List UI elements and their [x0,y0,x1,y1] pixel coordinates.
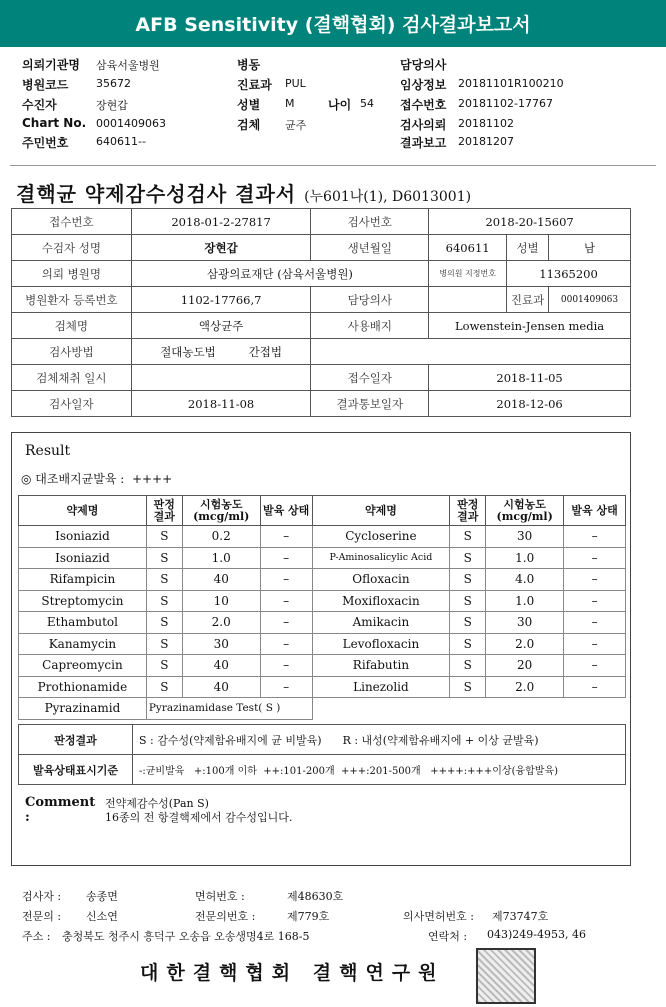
left-drug-cell: Isoniazid [19,547,147,569]
collect-value [131,365,311,391]
table-row [19,655,626,677]
col-conc-right: 시험농도 (mcg/ml) [486,496,564,526]
specimen-name-value: 액상균주 [131,313,311,339]
table-row [19,526,626,548]
right-judge-cell: S [450,655,486,677]
growth-legend-value: -:균비발육 +:100개 이하 ++:101-200개 +++:201-500개 ++++:+++이상(융합발육) [133,755,626,785]
phone-label: 연락처 : [428,930,468,943]
info-divider [10,165,656,166]
test-no-label: 검사번호 [311,209,429,235]
method-2: 간접법 [248,344,282,359]
expert-value: 신소연 [86,910,118,923]
reception-label: 접수번호 [400,98,447,112]
right-growth-cell: – [564,590,626,612]
clinical-label: 임상정보 [400,78,447,92]
left-growth-cell: – [260,655,312,677]
chart-value: 0001409063 [96,117,166,130]
right-growth-cell: – [564,547,626,569]
name-label: 수검자 성명 [12,235,132,261]
doc-doctor-label: 담당의사 [311,287,429,313]
result-title: Result [25,443,71,459]
designated-label: 병의원 지정번호 [429,261,507,287]
right-drug-cell: Levofloxacin [312,633,450,655]
right-drug-cell: P-Aminosalicylic Acid [312,547,450,569]
doc-sex-label: 성별 [507,235,549,261]
patient-info [0,54,666,164]
right-conc-cell: 20 [486,655,564,677]
right-conc-cell: 1.0 [486,547,564,569]
col-growth-left: 발육 상태 [260,496,312,526]
right-conc-cell: 30 [486,526,564,548]
col-growth-right: 발육 상태 [564,496,626,526]
growth-legend-label: 발육상태표시기준 [19,755,133,785]
left-drug-cell: Ethambutol [19,612,147,634]
received-label: 접수일자 [311,365,429,391]
dept-value: PUL [285,77,306,90]
table-row [19,698,626,720]
judge-legend-s: S : 감수성(약제함유배지에 균 비발육) [139,733,322,747]
judge-legend-r: R : 내성(약제함유배지에 + 이상 균발육) [342,733,539,747]
address-value: 충청북도 청주시 흥덕구 오송읍 오송생명4로 168-5 [62,930,310,943]
test-no-value: 2018-20-15607 [429,209,631,235]
report-title: AFB Sensitivity (결핵협회) 검사결과보고서 [135,14,531,36]
right-growth-cell: – [564,612,626,634]
specimen-name-label: 검체명 [12,313,132,339]
doc-dept-value: 0001409063 [549,287,631,313]
right-drug-cell: Linezolid [312,676,450,698]
report-title-bar [0,0,666,47]
legend-table [18,724,626,785]
right-judge-cell: S [450,633,486,655]
comment-line-2: 16종의 전 항결핵제에서 감수성입니다. [105,811,293,824]
specimen-value: 균주 [285,119,307,132]
hospital-code-label: 병원코드 [22,78,69,92]
right-judge-cell: S [450,590,486,612]
tested-value: 2018-11-08 [131,391,311,417]
left-judge-cell: S [146,655,182,677]
tester-label: 검사자 : [22,890,62,903]
left-judge-cell: S [146,676,182,698]
left-growth-cell: – [260,590,312,612]
left-judge-cell: S [146,569,182,591]
report-date-value: 20181207 [458,135,514,148]
right-growth-cell: – [564,526,626,548]
tester-value: 송종면 [86,890,118,903]
control-growth-value: ++++ [131,472,173,486]
right-judge-cell: S [450,676,486,698]
receipt-no-label: 접수번호 [12,209,132,235]
document-title-text: 결핵균 약제감수성검사 결과서 [16,182,297,206]
expert-label: 전문의 : [22,910,62,923]
left-drug-cell: Rifampicin [19,569,147,591]
right-conc-cell: 30 [486,612,564,634]
tested-label: 검사일자 [12,391,132,417]
comment-label: Comment : [25,795,96,825]
left-conc-cell: 40 [182,655,260,677]
birth-value: 640611 [429,235,507,261]
left-drug-cell: Isoniazid [19,526,147,548]
judge-legend-label: 판정결과 [19,725,133,755]
received-value: 2018-11-05 [429,365,631,391]
left-conc-cell: 30 [182,633,260,655]
drug-results-table [18,495,626,720]
left-judge-cell: S [146,612,182,634]
left-conc-cell: 2.0 [182,612,260,634]
right-judge-cell: S [450,569,486,591]
control-growth-label: ◎ 대조배지균발육 : [21,472,125,486]
left-drug-cell: Kanamycin [19,633,147,655]
left-conc-cell: 10 [182,590,260,612]
license-label: 면허번호 : [195,890,245,903]
resident-label: 주민번호 [22,136,69,150]
patient-value: 장현갑 [96,99,128,112]
method-label: 검사방법 [12,339,132,365]
license-value: 제48630호 [287,890,344,903]
expert-no-label: 전문의번호 : [195,910,256,923]
document-code: (누601나(1), D6013001) [304,189,472,205]
document-title [16,178,471,207]
left-conc-cell: 1.0 [182,547,260,569]
result-section [11,432,631,866]
left-conc-cell: 40 [182,569,260,591]
dept-label: 진료과 [237,78,272,92]
right-conc-cell: 1.0 [486,590,564,612]
age-value: 54 [360,97,374,110]
expert-no-value: 제779호 [287,910,330,923]
hospital-label: 의뢰 병원명 [12,261,132,287]
clinical-value: 20181101R100210 [458,77,564,90]
left-growth-cell: – [260,612,312,634]
right-conc-cell: 2.0 [486,676,564,698]
method-1: 절대농도법 [160,344,216,359]
left-growth-cell: – [260,526,312,548]
col-drug-right: 약제명 [312,496,450,526]
col-judge-left: 판정 결과 [146,496,182,526]
left-judge-cell: S [146,547,182,569]
left-growth-cell: – [260,569,312,591]
resident-value: 640611-- [96,135,146,148]
official-seal-stamp [476,948,536,1004]
left-judge-cell: S [146,526,182,548]
right-growth-cell: – [564,569,626,591]
request-label: 검사의뢰 [400,118,447,132]
left-drug-cell: Prothionamide [19,676,147,698]
right-judge-cell: S [450,526,486,548]
reg-label: 병원환자 등록번호 [12,287,132,313]
right-conc-cell: 2.0 [486,633,564,655]
notify-value: 2018-12-06 [429,391,631,417]
hospital-value: 삼광의료재단 (삼육서울병원) [131,261,428,287]
table-row [19,569,626,591]
method-empty [311,339,631,365]
left-conc-cell: 0.2 [182,526,260,548]
right-conc-cell: 4.0 [486,569,564,591]
doctor-label: 담당의사 [400,58,447,72]
table-row [19,612,626,634]
organization-name: 대한결핵협회 결핵연구원 [140,962,445,984]
specimen-label: 검체 [237,118,261,132]
chart-label: Chart No. [22,116,87,130]
birth-label: 생년월일 [311,235,429,261]
right-drug-cell: Ofloxacin [312,569,450,591]
col-drug-left: 약제명 [19,496,147,526]
left-growth-cell: – [260,676,312,698]
left-growth-cell: – [260,547,312,569]
reg-value: 1102-17766,7 [131,287,311,313]
age-label: 나이 [328,98,352,112]
left-judge-cell: S [146,633,182,655]
table-row [19,590,626,612]
patient-label: 수진자 [22,98,57,112]
report-date-label: 결과보고 [400,136,447,150]
pza-name-cell: Pyrazinamid [19,698,147,720]
comment-line-1: 전약제감수성(Pan S) [105,797,209,810]
ward-label: 병동 [237,58,261,72]
right-growth-cell: – [564,655,626,677]
right-drug-cell: Cycloserine [312,526,450,548]
method-value [131,339,311,365]
right-drug-cell: Amikacin [312,612,450,634]
left-drug-cell: Capreomycin [19,655,147,677]
sex-label: 성별 [237,98,261,112]
doc-dept-label: 진료과 [507,287,549,313]
doc-sex-value: 남 [549,235,631,261]
receipt-no-value: 2018-01-2-27817 [131,209,311,235]
left-judge-cell: S [146,590,182,612]
right-growth-cell: – [564,676,626,698]
col-judge-right: 판정 결과 [450,496,486,526]
media-value: Lowenstein-Jensen media [429,313,631,339]
address-label: 주소 : [22,930,51,943]
institution-label: 의뢰기관명 [22,58,80,72]
name-value: 장현갑 [131,235,311,261]
right-drug-cell: Moxifloxacin [312,590,450,612]
request-value: 20181102 [458,117,514,130]
doc-doctor-value [429,287,507,313]
right-judge-cell: S [450,547,486,569]
sex-value: M [285,97,295,110]
reception-value: 20181102-17767 [458,97,553,110]
institution-value: 삼육서울병원 [96,59,160,72]
control-growth [21,470,172,487]
right-drug-cell: Rifabutin [312,655,450,677]
right-growth-cell: – [564,633,626,655]
doc-license-label: 의사면허번호 : [403,910,474,923]
left-growth-cell: – [260,633,312,655]
col-conc-left: 시험농도 (mcg/ml) [182,496,260,526]
judge-legend-value [133,725,626,755]
pza-value-cell: Pyrazinamidase Test( S ) [146,698,312,720]
notify-label: 결과통보일자 [311,391,429,417]
right-judge-cell: S [450,612,486,634]
left-conc-cell: 40 [182,676,260,698]
specimen-info-table [11,208,631,417]
doc-license-value: 제73747호 [492,910,549,923]
designated-value: 11365200 [507,261,631,287]
left-drug-cell: Streptomycin [19,590,147,612]
table-row [19,676,626,698]
collect-label: 검체채취 일시 [12,365,132,391]
media-label: 사용배지 [311,313,429,339]
hospital-code-value: 35672 [96,77,131,90]
table-row [19,547,626,569]
phone-value: 043)249-4953, 46 [487,928,586,941]
table-row [19,633,626,655]
